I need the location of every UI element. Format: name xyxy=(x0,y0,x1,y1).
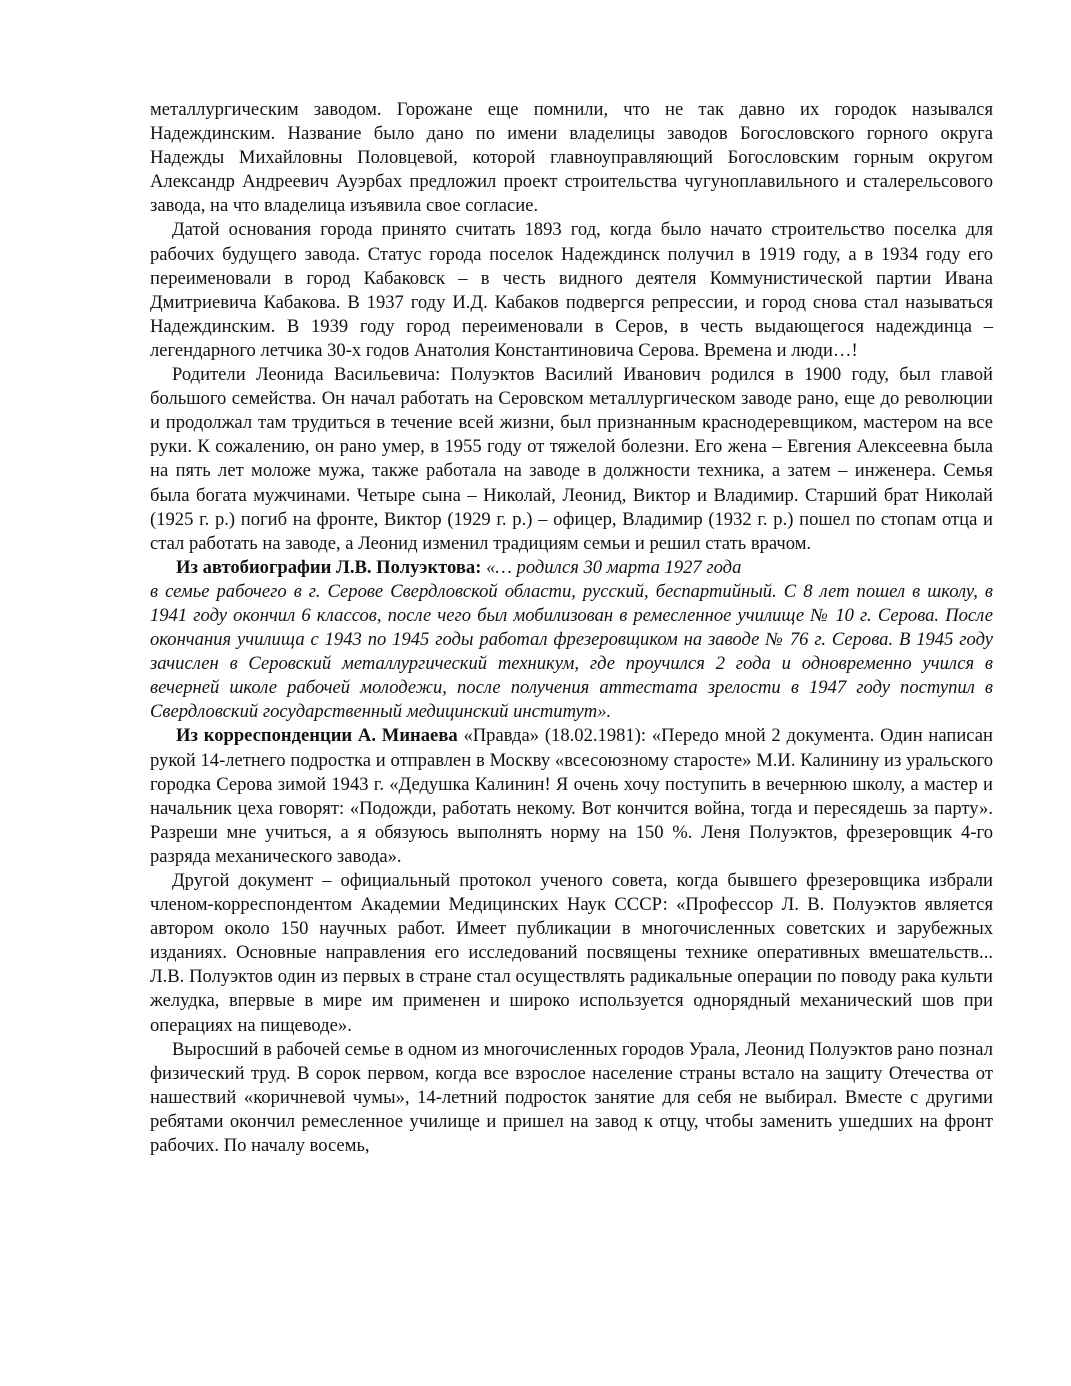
correspondence-heading: Из корреспонденции А. Минаева xyxy=(176,725,458,747)
autobiography-heading: Из автобиографии Л.В. Полуэктова: xyxy=(176,556,482,578)
correspondence-text: «Правда» (18.02.1981): «Передо мной 2 документа. Один написан рукой 14-летнего подростка и отправлен в Москву «всесоюзному старосте» М.И. Калинину из уральского городка Серова зимой 1943 г. «Дедушка Калинин! Я очень хочу поступить в вечернюю школу, а мастер и начальник цеха говорят: «Подожди, работать некому. Вот кончится война, тогда и пересядешь за парту». Разреши мне учиться, а я обязуюсь выполнять норму на 150 %. Леня Полуэктов, фрезеровщик 4-го разряда механического завода». xyxy=(150,725,993,867)
document-page xyxy=(150,98,993,1158)
paragraph-city-founding: Датой основания города принято считать 1893 год, когда было начато строительство поселка для рабочих будущего завода. Статус города поселок Надеждинск получил в 1919 году, а в 1934 году его переименовали в город Кабаковск – в честь видного деятеля Коммунистической партии Ивана Дмитриевича Кабакова. В 1937 году И.Д. Кабаков подвергся репрессии, и город снова стал называться Надеждинским. В 1939 году город переименовали в Серов, в честь выдающегося надеждинца – легендарного летчика 30-х годов Анатолия Константиновича Серова. Времена и люди…! xyxy=(150,219,993,361)
autobiography-quote-start: «… родился 30 марта 1927 года xyxy=(486,556,742,578)
autobiography-quote: в семье рабочего в г. Серове Свердловской области, русский, беспартийный. С 8 лет пошел в школу, в 1941 году окончил 6 классов, после чего был мобилизован в ремесленное училище № 10 г. Серова. После окончания училища с 1943 по 1945 годы работал фрезеровщиком на заводе № 76 г. Серова. В 1945 году зачислен в Серовский металлургический техникум, где проучился 2 года и одновременно учился в вечерней школе рабочей молодежи, после получения аттестата зрелости в 1947 году поступил в Свердловский государственный медицинский институт». xyxy=(150,580,993,723)
paragraph-correspondence xyxy=(150,724,993,869)
paragraph-parents: Родители Леонида Васильевича: Полуэктов Василий Иванович родился в 1900 году, был главой большого семейства. Он начал работать на Серовском металлургическом заводе рано, еще до революции и продолжал там трудиться в течение всей жизни, был признанным краснодеревщиком, мастером на все руки. К сожалению, он рано умер, в 1955 году от тяжелой болезни. Его жена – Евгения Алексеевна была на пять лет моложе мужа, также работала на заводе в должности техника, а затем – инженера. Семья была богата мужчинами. Четыре сына – Николай, Леонид, Виктор и Владимир. Старший брат Николай (1925 г. р.) погиб на фронте, Виктор (1929 г. р.) – офицер, Владимир (1932 г. р.) пошел по стопам отца и стал работать на заводе, а Леонид изменил традициям семьи и решил стать врачом. xyxy=(150,364,993,554)
paragraph-academy-protocol: Другой документ – официальный протокол ученого совета, когда бывшего фрезеровщика избрали членом-корреспондентом Академии Медицинских Наук СССР: «Профессор Л. В. Полуэктов является автором около 150 научных работ. Имеет публикации в многочисленных советских и зарубежных изданиях. Основные направления его исследований посвящены технике оперативных вмешательств... Л.В. Полуэктов один из первых в стране стал осуществлять радикальные операции по поводу рака культи желудка, впервые в мире им применен и широко используется однорядный механический шов при операциях на пищеводе». xyxy=(150,870,993,1036)
paragraph-city-name-origin: металлургическим заводом. Горожане еще помнили, что не так давно их городок назывался Надеждинским. Название было дано по имени владелицы заводов Богословского горного округа Надежды Михайловны Половцевой, которой главноуправляющий Богословским горным округом Александр Андреевич Ауэрбах предложил проект строительства чугуноплавильного и сталерельсового завода, на что владелица изъявила свое согласие. xyxy=(150,99,993,217)
autobiography-intro xyxy=(150,556,993,580)
paragraph-working-youth: Выросший в рабочей семье в одном из многочисленных городов Урала, Леонид Полуэктов рано познал физический труд. В сорок первом, когда все взрослое население страны встало на защиту Отечества от нашествий «коричневой чумы», 14-летний подросток занятие для себя не выбирал. Вместе с другими ребятами окончил ремесленное училище и пришел на завод к отцу, чтобы заменить ушедших на фронт рабочих. По началу восемь, xyxy=(150,1038,993,1157)
